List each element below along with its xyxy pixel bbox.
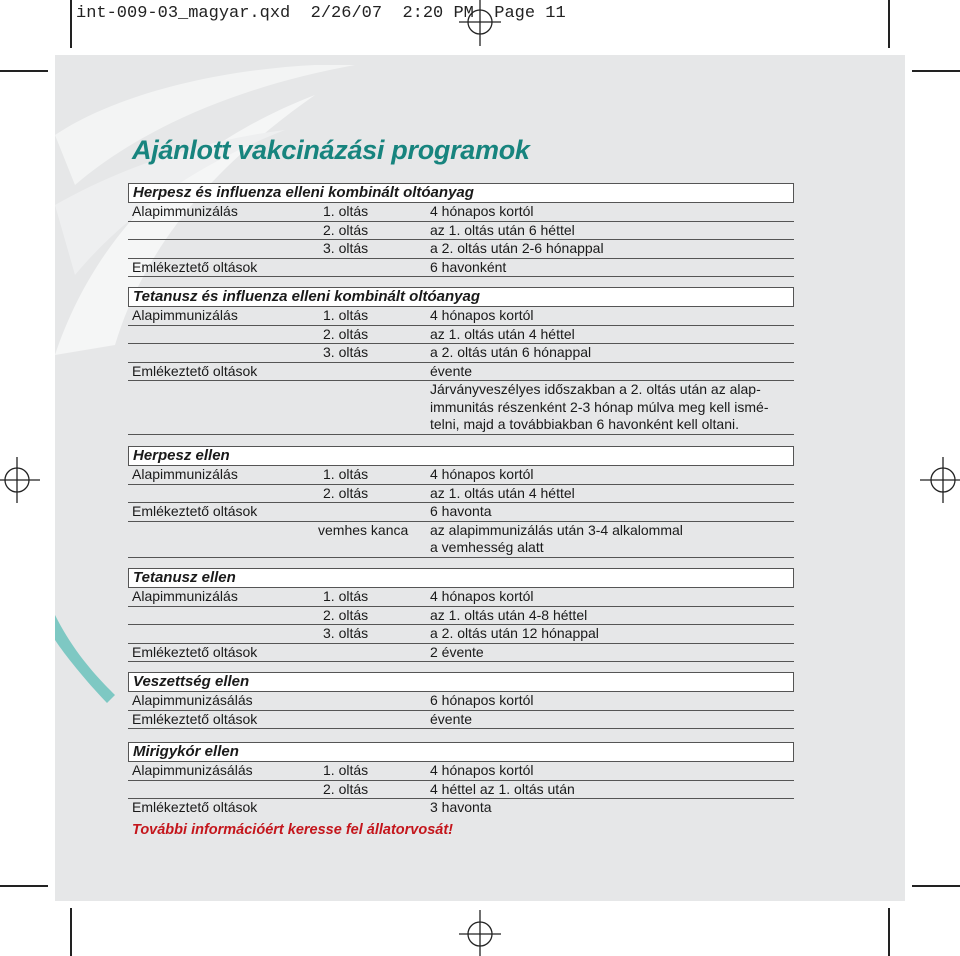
table-row [128, 625, 794, 644]
registration-mark-top [455, 0, 505, 48]
table-row [128, 222, 794, 241]
table-row [128, 607, 794, 626]
schedule-text: 4 hónapos kortól [430, 203, 534, 219]
row-label: Alapimmunizásálás [132, 692, 253, 708]
dose-label: 1. oltás [323, 762, 369, 778]
table-row [128, 711, 794, 730]
row-label: Emlékeztető oltások [132, 362, 258, 379]
section-herpes-influenza [128, 183, 794, 277]
row-label: Emlékeztető oltások [132, 258, 258, 275]
section-tetanus [128, 568, 794, 662]
registration-mark-bottom [455, 908, 505, 956]
schedule-line: a vemhesség alatt [430, 539, 544, 555]
table-row [128, 326, 794, 345]
section-heading: Herpesz és influenza elleni kombinált oltóanyag [128, 183, 794, 203]
schedule-text: a 2. oltás után 6 hónappal [430, 344, 592, 360]
section-heading: Tetanusz és influenza elleni kombinált oltóanyag [128, 287, 794, 307]
page-title: Ajánlott vakcinázási programok [132, 135, 530, 165]
table-row [128, 588, 794, 607]
dose-label: 2. oltás [323, 325, 369, 342]
schedule-text: az 1. oltás után 4-8 héttel [430, 606, 588, 623]
note-line: immunitás részenként 2-3 hónap múlva meg kell ismé- [430, 398, 769, 415]
epidemic-note [430, 381, 790, 434]
table-row [128, 485, 794, 504]
table-row [128, 781, 794, 800]
schedule-text: 6 hónapos kortól [430, 692, 534, 708]
row-label: Emlékeztető oltások [132, 710, 258, 727]
schedule-text: évente [430, 710, 473, 727]
section-rabies [128, 672, 794, 729]
schedule-text: 4 hónapos kortól [430, 588, 534, 604]
schedule-text: az 1. oltás után 4 héttel [430, 325, 575, 342]
print-slug-line: int-009-03_magyar.qxd 2/26/07 2:20 PM Page 11 [76, 4, 566, 23]
table-row [128, 466, 794, 485]
section-heading: Veszettség ellen [128, 672, 794, 692]
schedule-text: évente [430, 362, 473, 379]
schedule-text: a 2. oltás után 2-6 hónappal [430, 240, 604, 256]
table-row [128, 799, 794, 817]
section-strangles [128, 742, 794, 817]
schedule-text: 3 havonta [430, 799, 492, 815]
section-herpes [128, 446, 794, 558]
dose-label: 2. oltás [323, 606, 369, 623]
dose-label: 3. oltás [323, 344, 369, 360]
dose-label: 2. oltás [323, 780, 369, 797]
note-line: Járványveszélyes időszakban a 2. oltás után az alap- [430, 381, 761, 397]
registration-mark-left [0, 455, 48, 505]
schedule-text: 4 héttel az 1. oltás után [430, 780, 575, 797]
dose-label: 1. oltás [323, 466, 369, 482]
schedule-line: az alapimmunizálás után 3-4 alkalommal [430, 521, 683, 538]
table-row [128, 762, 794, 781]
row-label: Alapimmunizálás [132, 307, 238, 323]
row-label: Alapimmunizálás [132, 466, 238, 482]
dose-label: 1. oltás [323, 307, 369, 323]
footnote-contact-vet: További információért keresse fel állatorvosát! [132, 822, 453, 838]
table-row [128, 203, 794, 222]
dose-label: 1. oltás [323, 203, 369, 219]
row-label: Alapimmunizálás [132, 203, 238, 219]
table-row-pregnant-mare [128, 522, 794, 558]
row-label: Alapimmunizásálás [132, 762, 253, 778]
dose-label: 3. oltás [323, 240, 369, 256]
pregnant-mare-schedule [430, 522, 790, 557]
schedule-text: 6 havonként [430, 258, 507, 275]
schedule-text: 6 havonta [430, 503, 492, 519]
schedule-text: 4 hónapos kortól [430, 307, 534, 323]
dose-label: 3. oltás [323, 625, 369, 641]
row-label: Emlékeztető oltások [132, 503, 258, 519]
note-line: telni, majd a továbbiakban 6 havonként kell oltani. [430, 416, 739, 432]
schedule-text: 4 hónapos kortól [430, 762, 534, 778]
row-label: Emlékeztető oltások [132, 643, 258, 660]
table-row [128, 363, 794, 382]
schedule-text: a 2. oltás után 12 hónappal [430, 625, 599, 641]
table-row [128, 692, 794, 711]
dose-label: 2. oltás [323, 221, 369, 238]
schedule-text: az 1. oltás után 4 héttel [430, 484, 575, 501]
table-row [128, 503, 794, 522]
table-row [128, 344, 794, 363]
row-label: Alapimmunizálás [132, 588, 238, 604]
schedule-text: az 1. oltás után 6 héttel [430, 221, 575, 238]
row-label: Emlékeztető oltások [132, 799, 258, 815]
table-row [128, 644, 794, 663]
schedule-text: 4 hónapos kortól [430, 466, 534, 482]
section-heading: Herpesz ellen [128, 446, 794, 466]
pregnant-mare-label: vemhes kanca [318, 521, 409, 538]
table-row-note [128, 381, 794, 435]
dose-label: 1. oltás [323, 588, 369, 604]
section-heading: Mirigykór ellen [128, 742, 794, 762]
dose-label: 2. oltás [323, 484, 369, 501]
table-row [128, 307, 794, 326]
registration-mark-right [912, 455, 960, 505]
section-heading: Tetanusz ellen [128, 568, 794, 588]
table-row [128, 240, 794, 259]
section-tetanus-influenza [128, 287, 794, 435]
schedule-text: 2 évente [430, 643, 484, 660]
table-row [128, 259, 794, 278]
